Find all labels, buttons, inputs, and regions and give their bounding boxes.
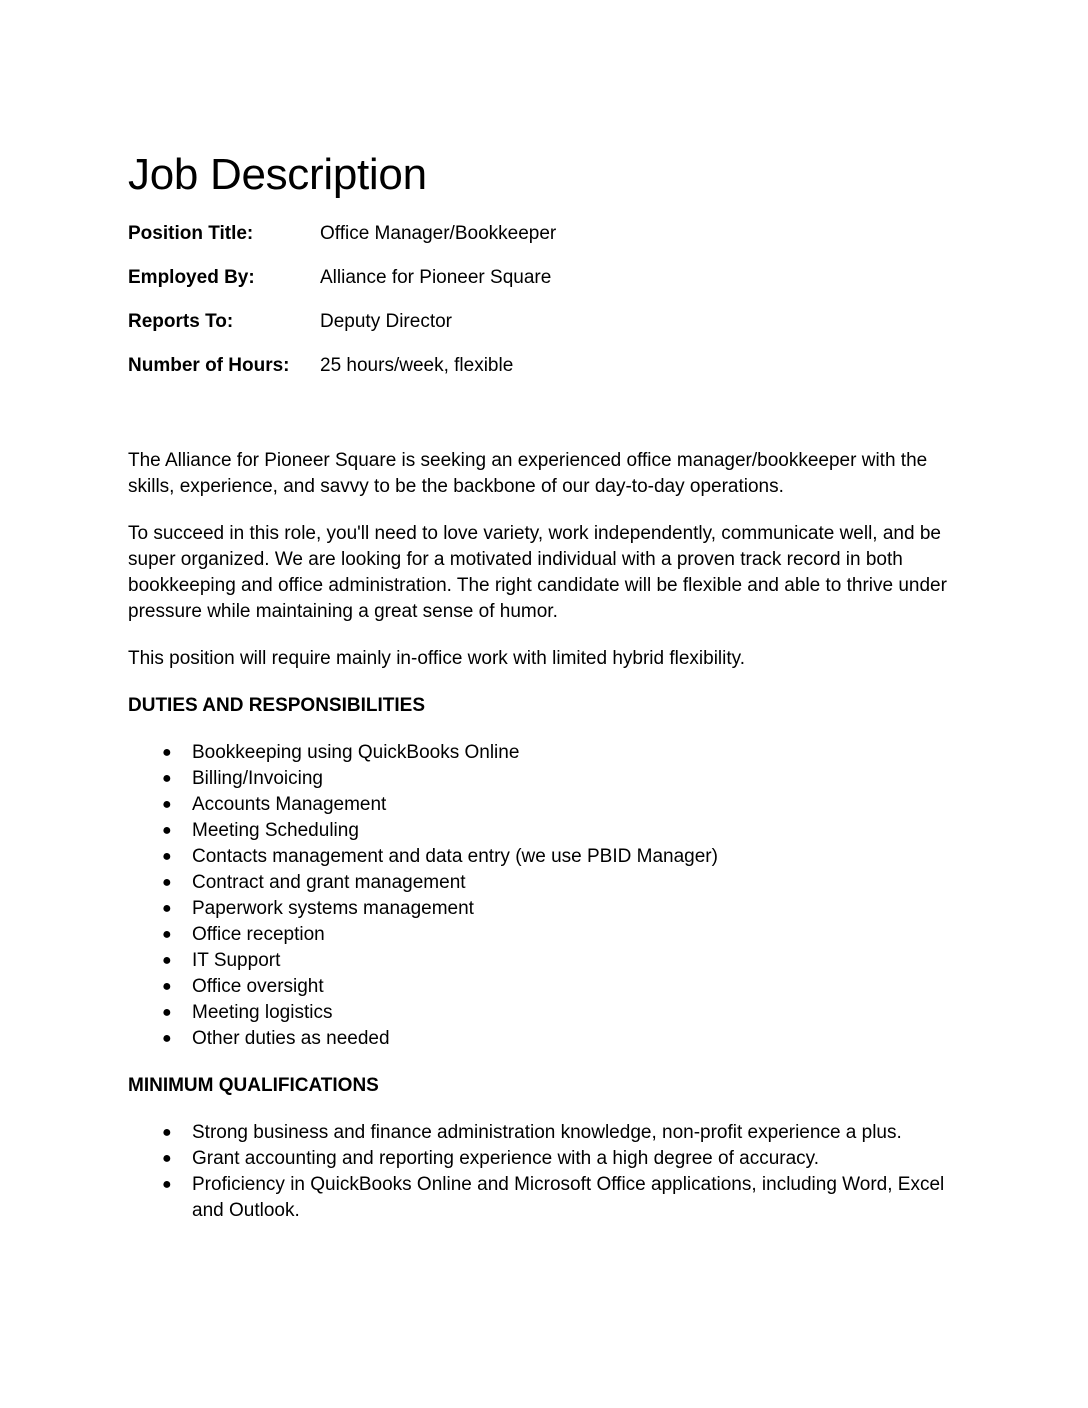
list-item: [128, 740, 960, 766]
list-item: [128, 1172, 960, 1224]
list-item-text: Office oversight: [192, 976, 324, 997]
list-item: [128, 1120, 960, 1146]
list-item-text: IT Support: [192, 950, 281, 971]
bullet-icon: ●: [162, 1150, 172, 1167]
bullet-icon: ●: [162, 822, 172, 839]
list-item: [128, 870, 960, 896]
list-item-text: Proficiency in QuickBooks Online and Microsoft Office applications, including Word, Excel and Outlook.: [192, 1174, 945, 1221]
job-info-table: [128, 222, 960, 398]
info-label: Number of Hours:: [128, 355, 290, 376]
work-location-paragraph: This position will require mainly in-office work with limited hybrid flexibility.: [128, 648, 746, 669]
qualifications-list: [128, 1120, 960, 1224]
list-item-text: Bookkeeping using QuickBooks Online: [192, 742, 520, 763]
list-item-text: Paperwork systems management: [192, 898, 474, 919]
list-item: [128, 922, 960, 948]
requirements-paragraph: To succeed in this role, you'll need to love variety, work independently, communicate well, and be super organized. We are looking for a motivated individual with a proven track record in both bookkeeping and office administration. The right candidate will be flexible and able to thrive under pressure while maintaining a great sense of humor.: [128, 523, 947, 622]
intro-paragraph: The Alliance for Pioneer Square is seeking an experienced office manager/bookkeeper with the skills, experience, and savvy to be the backbone of our day-to-day operations.: [128, 450, 928, 497]
list-item-text: Contacts management and data entry (we use PBID Manager): [192, 846, 718, 867]
bullet-icon: ●: [162, 796, 172, 813]
list-item-text: Strong business and finance administration knowledge, non-profit experience a plus.: [192, 1122, 902, 1143]
list-item: [128, 844, 960, 870]
info-value: Alliance for Pioneer Square: [320, 267, 552, 288]
list-item-text: Billing/Invoicing: [192, 768, 323, 789]
intro-section: [128, 448, 960, 672]
info-value: 25 hours/week, flexible: [320, 355, 514, 376]
info-row-employed-by: [128, 266, 960, 310]
bullet-icon: ●: [162, 1124, 172, 1141]
list-item: [128, 792, 960, 818]
list-item: [128, 818, 960, 844]
list-item-text: Office reception: [192, 924, 325, 945]
list-item: [128, 766, 960, 792]
list-item-text: Meeting Scheduling: [192, 820, 359, 841]
info-value: Office Manager/Bookkeeper: [320, 223, 557, 244]
info-label: Reports To:: [128, 311, 234, 332]
info-label: Position Title:: [128, 223, 254, 244]
bullet-icon: ●: [162, 1176, 172, 1193]
duties-heading: DUTIES AND RESPONSIBILITIES: [128, 695, 425, 716]
list-item: [128, 1146, 960, 1172]
info-value: Deputy Director: [320, 311, 452, 332]
qualifications-heading: MINIMUM QUALIFICATIONS: [128, 1075, 379, 1096]
bullet-icon: ●: [162, 744, 172, 761]
list-item: [128, 1026, 960, 1052]
info-label: Employed By:: [128, 267, 255, 288]
bullet-icon: ●: [162, 1030, 172, 1047]
list-item-text: Contract and grant management: [192, 872, 466, 893]
document-page: [128, 148, 960, 1245]
bullet-icon: ●: [162, 926, 172, 943]
list-item: [128, 896, 960, 922]
bullet-icon: ●: [162, 874, 172, 891]
bullet-icon: ●: [162, 978, 172, 995]
list-item-text: Grant accounting and reporting experience with a high degree of accuracy.: [192, 1148, 820, 1169]
bullet-icon: ●: [162, 952, 172, 969]
list-item-text: Other duties as needed: [192, 1028, 390, 1049]
list-item-text: Accounts Management: [192, 794, 387, 815]
bullet-icon: ●: [162, 848, 172, 865]
info-row-position-title: [128, 222, 960, 266]
info-row-reports-to: [128, 310, 960, 354]
bullet-icon: ●: [162, 900, 172, 917]
bullet-icon: ●: [162, 1004, 172, 1021]
list-item-text: Meeting logistics: [192, 1002, 333, 1023]
duties-list: [128, 740, 960, 1052]
list-item: [128, 948, 960, 974]
info-row-number-of-hours: [128, 354, 960, 398]
list-item: [128, 1000, 960, 1026]
bullet-icon: ●: [162, 770, 172, 787]
list-item: [128, 974, 960, 1000]
document-title: Job Description: [128, 150, 427, 199]
